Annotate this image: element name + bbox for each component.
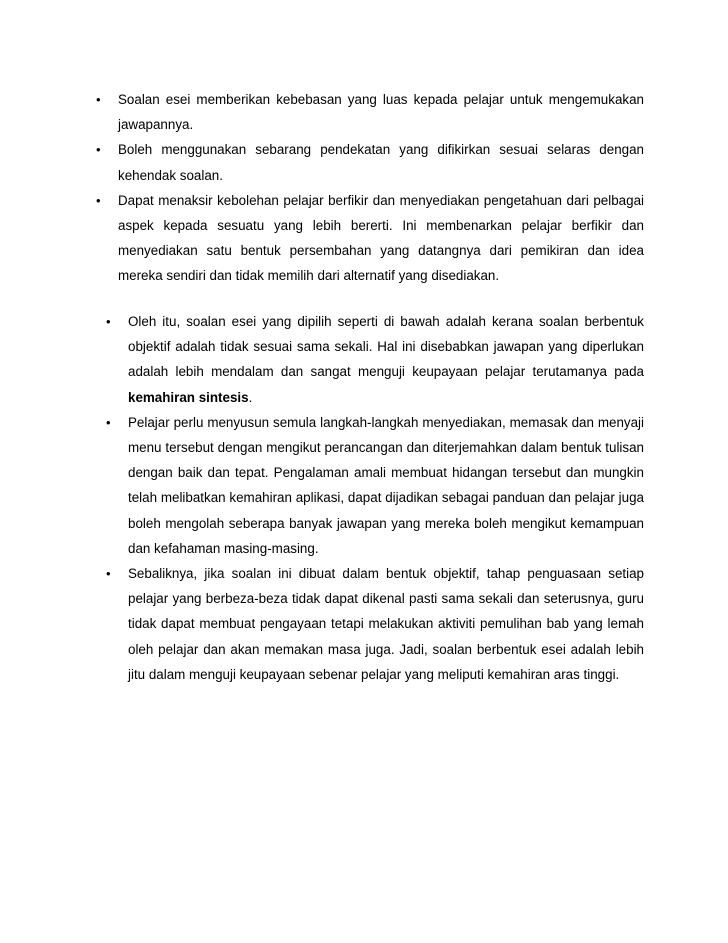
list-item-text (128, 314, 644, 405)
list-item-text: Sebaliknya, jika soalan ini dibuat dalam bentuk objektif, tahap penguasaan setiap pelajar yang berbeza-beza tidak dapat dikenal pasti sama sekali dan seterusnya, guru tidak dapat membuat pengayaan tetapi melakukan aktiviti pemulihan bab yang lemah oleh pelajar dan akan memakan masa juga. Jadi, soalan berbentuk esei adalah lebih jitu dalam menguji keupayaan sebenar pelajar yang meliputi kemahiran aras tinggi. (128, 566, 644, 682)
bullet-icon: • (96, 92, 101, 107)
list-item-text: Soalan esei memberikan kebebasan yang luas kepada pelajar untuk mengemukakan jawapannya. (118, 92, 644, 133)
list-item (96, 137, 644, 187)
list-item-text: Boleh menggunakan sebarang pendekatan yang difikirkan sesuai selaras dengan kehendak soalan. (118, 142, 644, 183)
bullet-icon: • (96, 192, 101, 208)
list-item (96, 188, 644, 289)
advantages-list (96, 87, 644, 289)
bullet-icon: • (106, 566, 111, 582)
emphasis-text: kemahiran sintesis (128, 389, 249, 405)
bullet-icon: • (106, 414, 111, 430)
bullet-icon: • (96, 142, 101, 158)
bullet-icon: • (106, 314, 111, 329)
list-item-text: Pelajar perlu menyusun semula langkah-langkah menyediakan, memasak dan menyaji menu tersebut dengan mengikut perancangan dan diterjemahkan dalam bentuk tulisan dengan baik dan tepat. Pengalaman amali membuat hidangan tersebut dan mungkin telah melibatkan kemahiran aplikasi, dapat dijadikan sebagai panduan dan pelajar juga boleh mengolah seberapa banyak jawapan yang mereka boleh mengikut kemampuan dan kefahaman masing-masing. (128, 414, 644, 556)
list-item (106, 309, 644, 410)
list-item-text-end: . (248, 389, 253, 405)
list-item (106, 561, 644, 687)
list-item (106, 410, 644, 561)
list-item-text-start: Oleh itu, soalan esei yang dipilih seperti di bawah adalah kerana soalan berbentuk objektif adalah tidak sesuai sama sekali. Hal ini disebabkan jawapan yang diperlukan adalah lebih mendalam dan sangat menguji keupayaan pelajar terutamanya pada (128, 314, 644, 380)
list-item-text: Dapat menaksir kebolehan pelajar berfikir dan menyediakan pengetahuan dari pelbagai aspek kepada sesuatu yang lebih bererti. Ini membenarkan pelajar berfikir dan menyediakan satu bentuk persembahan yang datangnya dari pemikiran dan idea mereka sendiri dan tidak memilih dari alternatif yang disediakan. (118, 192, 644, 284)
justification-list (106, 309, 644, 687)
list-item (96, 87, 644, 137)
